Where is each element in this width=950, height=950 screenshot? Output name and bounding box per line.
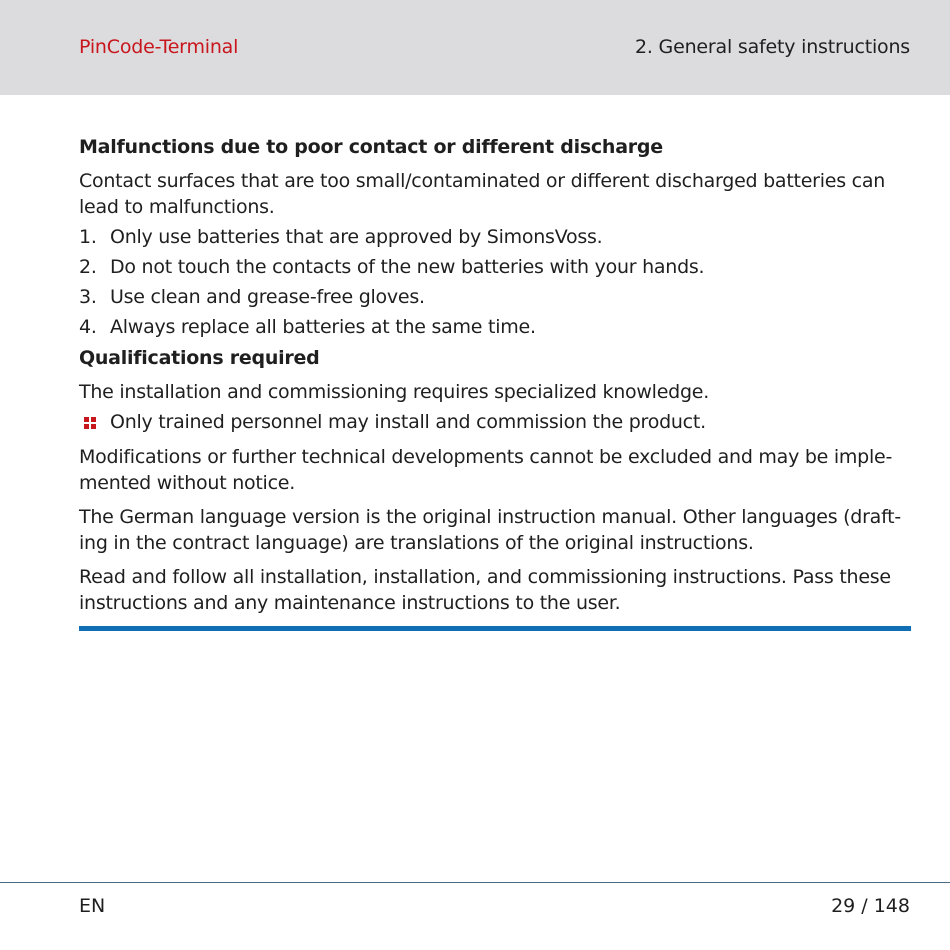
battery-steps-list [79, 222, 911, 342]
list-item [79, 252, 911, 282]
step-number: 1. [79, 226, 97, 248]
instructions-note-line-2: instructions and any maintenance instructions to the user. [79, 592, 621, 614]
modifications-line-2: mented without notice. [79, 472, 296, 494]
chapter-title: 2. General safety instructions [634, 36, 910, 58]
step-text: Always replace all batteries at the same time. [110, 316, 536, 338]
page-number: 29 / 148 [831, 895, 910, 917]
language-note-line-1: The German language version is the original instruction manual. Other languages (draft- [79, 506, 901, 528]
list-item [79, 282, 911, 312]
footer-divider [0, 882, 950, 883]
bullet-text: Only trained personnel may install and commission the product. [110, 411, 706, 433]
four-squares-icon [84, 417, 96, 429]
page-content [79, 134, 911, 616]
malfunctions-intro-line-2: lead to malfunctions. [79, 196, 275, 218]
malfunctions-intro-line-1: Contact surfaces that are too small/contaminated or different discharged batteries can [79, 170, 886, 192]
section-end-rule [79, 626, 911, 631]
modifications-line-1: Modifications or further technical developments cannot be excluded and may be imple- [79, 446, 893, 468]
product-name: PinCode-Terminal [79, 36, 239, 58]
section-heading-qualifications: Qualifications required [79, 347, 320, 369]
step-number: 4. [79, 316, 97, 338]
language-note-line-2: ing in the contract language) are translations of the original instructions. [79, 532, 754, 554]
footer-language: EN [79, 895, 106, 917]
list-item [79, 407, 911, 437]
instructions-note-line-1: Read and follow all installation, installation, and commissioning instructions. Pass these [79, 566, 891, 588]
step-number: 3. [79, 286, 97, 308]
list-item [79, 222, 911, 252]
step-number: 2. [79, 256, 97, 278]
page-header [0, 0, 950, 95]
qualifications-intro: The installation and commissioning requires specialized knowledge. [79, 381, 709, 403]
step-text: Do not touch the contacts of the new batteries with your hands. [110, 256, 705, 278]
section-heading-malfunctions: Malfunctions due to poor contact or different discharge [79, 136, 663, 158]
step-text: Only use batteries that are approved by SimonsVoss. [110, 226, 603, 248]
list-item [79, 312, 911, 342]
step-text: Use clean and grease-free gloves. [110, 286, 425, 308]
